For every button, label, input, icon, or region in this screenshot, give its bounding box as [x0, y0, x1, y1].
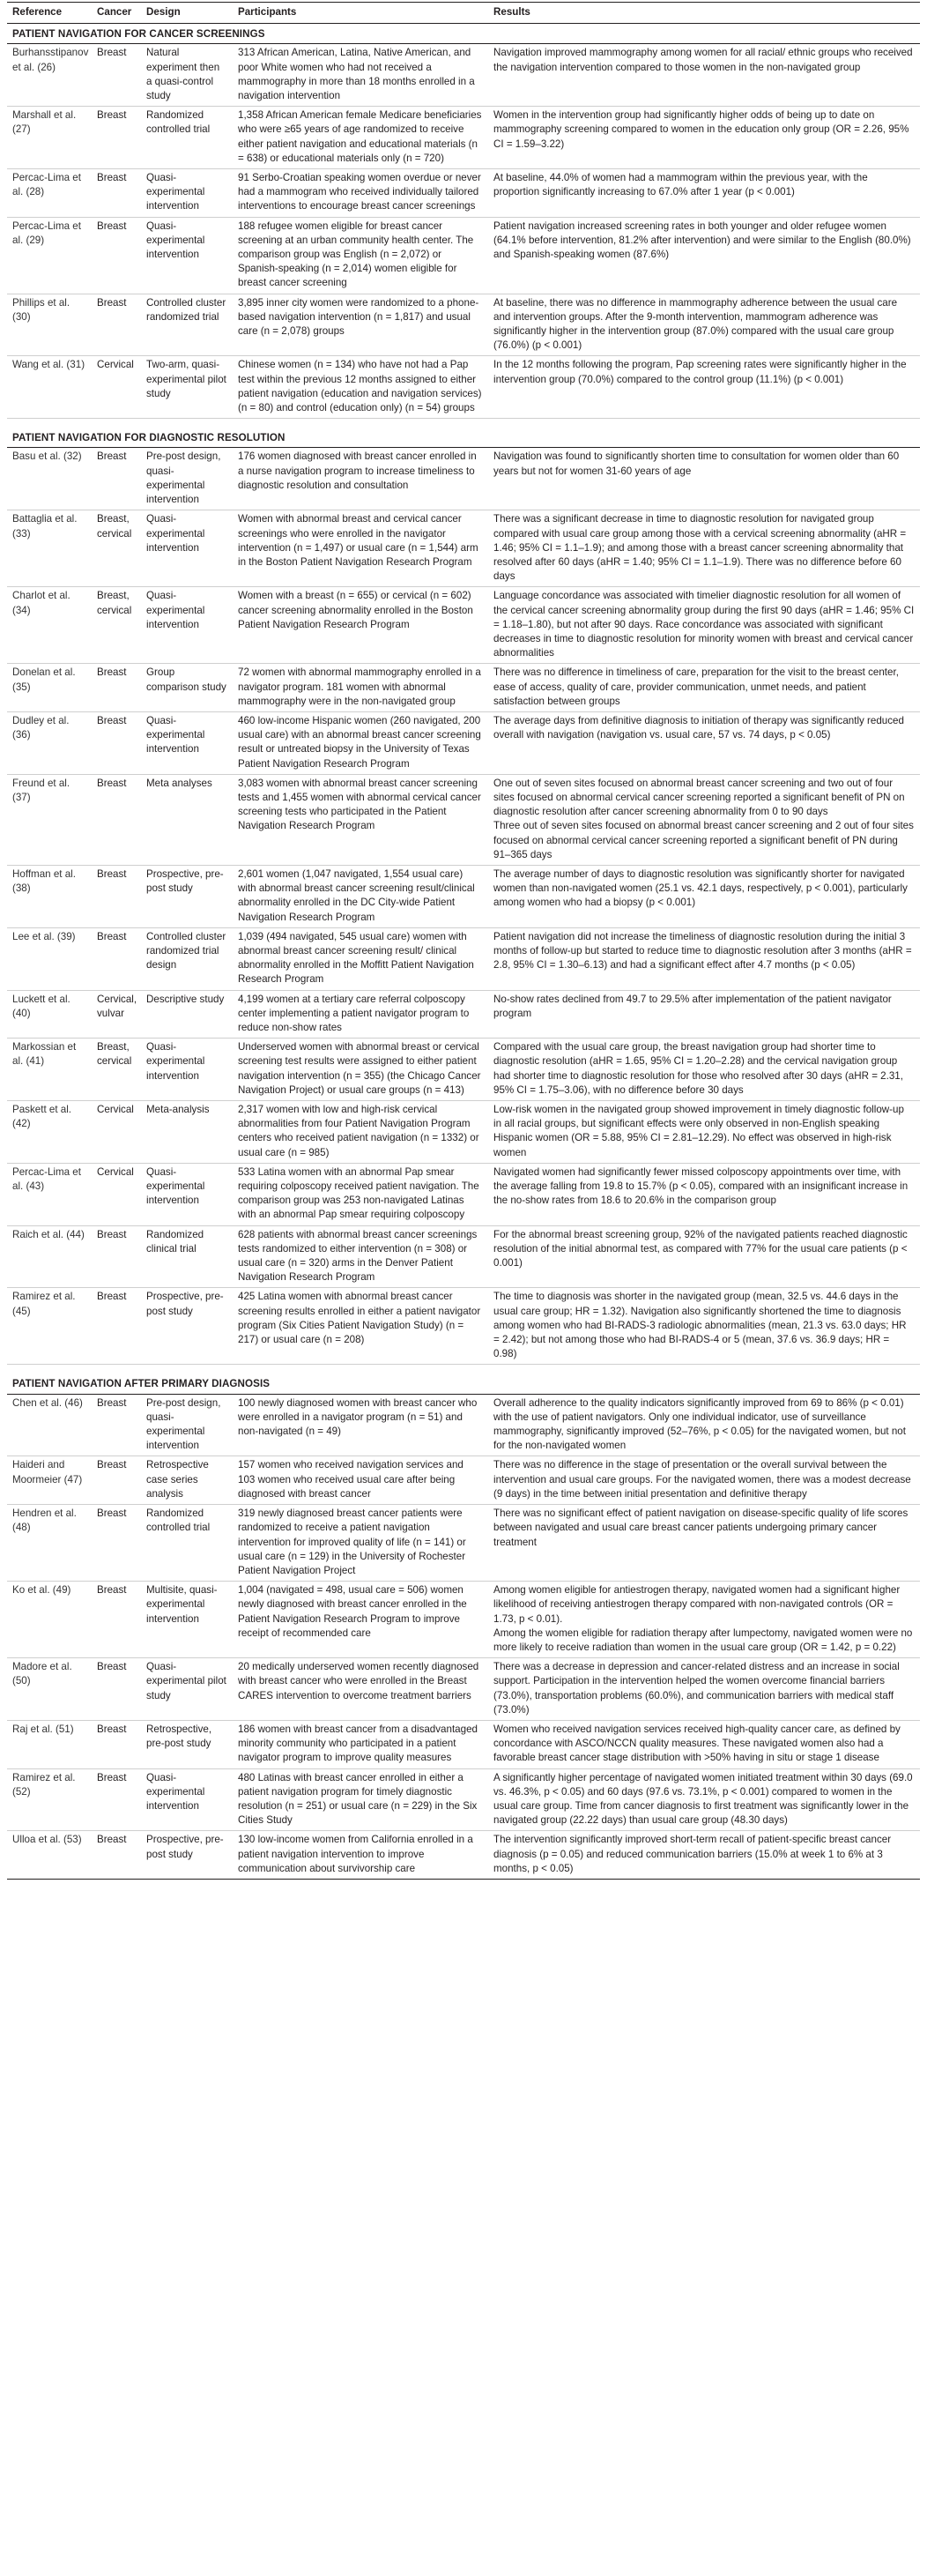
cell-design: Quasi-experimental intervention — [141, 711, 233, 774]
cell-participants: 2,317 women with low and high-risk cervical abnormalities from four Patient Navigation Program centers who received patient navigation (n = 1332) or usual care (n = 985) — [233, 1101, 488, 1164]
cell-results: In the 12 months following the program, Pap screening rates were significantly higher in the intervention group (70.0%) compared to the control group (11.1%) (p < 0.001) — [488, 356, 920, 419]
cell-reference: Markossian et al. (41) — [7, 1039, 92, 1101]
cell-reference: Battaglia et al. (33) — [7, 510, 92, 587]
table-row — [7, 1768, 920, 1831]
cell-reference: Freund et al. (37) — [7, 774, 92, 865]
cell-reference: Percac-Lima et al. (28) — [7, 169, 92, 218]
cell-participants: 157 women who received navigation services and 103 women who received usual care after being diagnosed with breast cancer — [233, 1456, 488, 1505]
cell-design: Multisite, quasi-experimental intervention — [141, 1582, 233, 1658]
cell-participants: 460 low-income Hispanic women (260 navigated, 200 usual care) with an abnormal breast cancer screening result or untreated biopsy in the University of Texas Patient Navigation Research Program — [233, 711, 488, 774]
cell-reference: Madore et al. (50) — [7, 1658, 92, 1721]
table-row — [7, 1831, 920, 1880]
cell-cancer: Cervical — [92, 1163, 141, 1225]
cell-results: Low-risk women in the navigated group showed improvement in timely diagnostic follow-up in all racial groups, but significant effects were only observed in non-English speaking Hispanic women (OR = 5.88, 95% CI = 2.81–12.29). No effect was observed in high-risk women — [488, 1101, 920, 1164]
cell-design: Prospective, pre-post study — [141, 865, 233, 927]
cell-design: Controlled cluster randomized trial design — [141, 927, 233, 990]
cell-participants: 2,601 women (1,047 navigated, 1,554 usual care) with abnormal breast cancer screening result/clinical abnormality enrolled in the DC City-wide Patient Navigation Research Program — [233, 865, 488, 927]
table-row — [7, 1582, 920, 1658]
cell-design: Group comparison study — [141, 664, 233, 712]
cell-participants: 188 refugee women eligible for breast cancer screening at an urban community health center. The comparison group was English (n = 2,072) or Spanish-speaking (n = 2,014) women eligible for breast cancer screening — [233, 217, 488, 294]
cell-cancer: Breast, cervical — [92, 510, 141, 587]
table-row — [7, 294, 920, 356]
table-row — [7, 865, 920, 927]
header-design: Design — [141, 3, 233, 24]
cell-participants: 313 African American, Latina, Native American, and poor White women who had not received a mammography in more than 18 months enrolled in a navigation intervention — [233, 44, 488, 107]
table-row — [7, 217, 920, 294]
cell-reference: Ramirez et al. (52) — [7, 1768, 92, 1831]
cell-design: Quasi-experimental intervention — [141, 510, 233, 587]
cell-cancer: Breast — [92, 1456, 141, 1505]
cell-design: Prospective, pre-post study — [141, 1288, 233, 1365]
table-row — [7, 1456, 920, 1505]
cell-reference: Burhansstipanov et al. (26) — [7, 44, 92, 107]
cell-participants: 319 newly diagnosed breast cancer patients were randomized to receive a patient navigation intervention for improved quality of life (n = 141) or usual care (n = 129) in the University of Rochester Patient Navigation Project — [233, 1505, 488, 1582]
cell-reference: Hendren et al. (48) — [7, 1505, 92, 1582]
cell-reference: Hoffman et al. (38) — [7, 865, 92, 927]
cell-participants: 72 women with abnormal mammography enrolled in a navigator program. 181 women with abnormal mammography were in the non-navigated group — [233, 664, 488, 712]
cell-cancer: Cervical — [92, 356, 141, 419]
cell-results: The time to diagnosis was shorter in the navigated group (mean, 32.5 vs. 44.6 days in the usual care group; HR = 1.32). Navigation also significantly shortened the time to diagnosis among women who had BI-RADS-3 radiologic abnormalities (mean, 21.3 vs. 63.0 days; HR = 2.42); but not among those who had BI-RADS-4 or 5 (mean, 37.6 vs. 36.9 days; HR = 0.98) — [488, 1288, 920, 1365]
cell-results: Language concordance was associated with timelier diagnostic resolution for all women of the cervical cancer screening abnormality group during the first 90 days (aHR = 1.46; 95% CI = 1.18–1.80), but not after 90 days. Race concordance was associated with significant decreases in time to diagnostic resolution for minority women with breast and cervical cancer abnormalities — [488, 587, 920, 664]
cell-participants: 4,199 women at a tertiary care referral colposcopy center implementing a patient navigator program to reduce non-show rates — [233, 990, 488, 1039]
section-title: PATIENT NAVIGATION AFTER PRIMARY DIAGNOSIS — [7, 1365, 920, 1394]
cell-design: Quasi-experimental intervention — [141, 217, 233, 294]
cell-design: Controlled cluster randomized trial — [141, 294, 233, 356]
cell-reference: Percac-Lima et al. (43) — [7, 1163, 92, 1225]
cell-results: Women in the intervention group had significantly higher odds of being up to date on mammography screening compared to women in the education only group (OR = 2.26, 95% CI = 1.59–3.22) — [488, 107, 920, 169]
cell-reference: Phillips et al. (30) — [7, 294, 92, 356]
table-row — [7, 1720, 920, 1768]
table-row — [7, 711, 920, 774]
cell-design: Quasi-experimental intervention — [141, 1768, 233, 1831]
cell-cancer: Breast — [92, 1225, 141, 1288]
cell-participants: 20 medically underserved women recently diagnosed with breast cancer who were enrolled in the Breast CARES intervention to overcome treatment barriers — [233, 1658, 488, 1721]
cell-participants: 1,004 (navigated = 498, usual care = 506) women newly diagnosed with breast cancer enrolled in the Patient Navigation Research Program to improve receipt of recommended care — [233, 1582, 488, 1658]
cell-design: Quasi-experimental intervention — [141, 1039, 233, 1101]
cell-results: Navigation improved mammography among women for all racial/ ethnic groups who received the navigation intervention compared to those women in the non-navigated group — [488, 44, 920, 107]
cell-design: Quasi-experimental intervention — [141, 1163, 233, 1225]
cell-results: For the abnormal breast screening group, 92% of the navigated patients reached diagnostic resolution of the initial abnormal test, as compared with 77% for the usual care patients (p < 0.001) — [488, 1225, 920, 1288]
cell-results: Among women eligible for antiestrogen therapy, navigated women had a significant higher likelihood of receiving antiestrogen therapy compared with non-navigated controls (OR = 1.73, p < 0.01). Among the women eligible for radiation therapy after lumpectomy, navigated women were no more likely to receive radiation than women in the usual care group (OR = 1.42, p = 0.22) — [488, 1582, 920, 1658]
cell-participants: 533 Latina women with an abnormal Pap smear requiring colposcopy received patient navigation. The comparison group was 253 non-navigated Latinas with an abnormal Pap smear requiring colposcopy — [233, 1163, 488, 1225]
cell-participants: 186 women with breast cancer from a disadvantaged minority community who participated in a patient navigator program to improve quality measures — [233, 1720, 488, 1768]
cell-participants: 91 Serbo-Croatian speaking women overdue or never had a mammogram who received individually tailored interventions to encourage breast cancer screenings — [233, 169, 488, 218]
table-row — [7, 1101, 920, 1164]
cell-participants: 176 women diagnosed with breast cancer enrolled in a nurse navigation program to increase timeliness to diagnostic resolution and consultation — [233, 448, 488, 510]
cell-participants: 3,895 inner city women were randomized to a phone-based navigation intervention (n = 1,817) and usual care (n = 2,078) groups — [233, 294, 488, 356]
cell-design: Randomized controlled trial — [141, 1505, 233, 1582]
cell-reference: Donelan et al. (35) — [7, 664, 92, 712]
cell-cancer: Breast — [92, 1582, 141, 1658]
cell-cancer: Breast — [92, 774, 141, 865]
table-row — [7, 107, 920, 169]
cell-results: Compared with the usual care group, the breast navigation group had shorter time to diagnostic resolution (aHR = 1.65, 95% CI = 1.20–2.28) and the cervical navigation group had shorter time to diagnostic resolution for those who resolved after 30 days (aHR = 2.31, 95% CI = 1.75–3.06), with no difference before 30 days — [488, 1039, 920, 1101]
cell-design: Pre-post design, quasi-experimental intervention — [141, 448, 233, 510]
cell-reference: Charlot et al. (34) — [7, 587, 92, 664]
cell-participants: 425 Latina women with abnormal breast cancer screening results enrolled in either a patient navigator program (Six Cities Patient Navigation Study) (n = 217) or usual care (n = 208) — [233, 1288, 488, 1365]
cell-reference: Wang et al. (31) — [7, 356, 92, 419]
cell-reference: Raich et al. (44) — [7, 1225, 92, 1288]
table-row — [7, 1225, 920, 1288]
cell-design: Descriptive study — [141, 990, 233, 1039]
cell-participants: 3,083 women with abnormal breast cancer screening tests and 1,455 women with abnormal cervical cancer screening tests who participated in the Patient Navigation Research Program — [233, 774, 488, 865]
cell-results: Women who received navigation services received high-quality cancer care, as defined by concordance with ASCO/NCCN quality measures. These navigated women also had a favorable breast cancer stage distribution with >50% having in situ or stage 1 disease — [488, 1720, 920, 1768]
cell-design: Meta analyses — [141, 774, 233, 865]
cell-reference: Haideri and Moormeier (47) — [7, 1456, 92, 1505]
cell-design: Quasi-experimental intervention — [141, 169, 233, 218]
cell-results: At baseline, 44.0% of women had a mammogram within the previous year, with the proportion significantly increasing to 67.0% after 1 year (p < 0.001) — [488, 169, 920, 218]
cell-results: Navigation was found to significantly shorten time to consultation for women older than 60 years but not for women 31-60 years of age — [488, 448, 920, 510]
table-row — [7, 664, 920, 712]
cell-participants: Chinese women (n = 134) who have not had a Pap test within the previous 12 months assigned to either patient navigation (education and navigation services) (n = 80) and control (education only) (n = 54) groups — [233, 356, 488, 419]
cell-cancer: Breast — [92, 1720, 141, 1768]
cell-cancer: Breast — [92, 1768, 141, 1831]
cell-reference: Ramirez et al. (45) — [7, 1288, 92, 1365]
cell-reference: Basu et al. (32) — [7, 448, 92, 510]
table-row — [7, 587, 920, 664]
table-row — [7, 510, 920, 587]
cell-reference: Paskett et al. (42) — [7, 1101, 92, 1164]
table-row — [7, 1288, 920, 1365]
section-title: PATIENT NAVIGATION FOR DIAGNOSTIC RESOLUTION — [7, 419, 920, 448]
cell-results: The intervention significantly improved short-term recall of patient-specific breast cancer diagnosis (p = 0.05) and reduced communication barriers (15.0% at week 1 to 6% at 3 months, p < 0.05) — [488, 1831, 920, 1880]
cell-design: Quasi-experimental intervention — [141, 587, 233, 664]
cell-results: There was no difference in the stage of presentation or the overall survival between the intervention and usual care groups. For the navigated women, there was a modest decrease (9 days) in the time between initial presentation and definitive therapy — [488, 1456, 920, 1505]
cell-design: Quasi-experimental pilot study — [141, 1658, 233, 1721]
header-cancer: Cancer — [92, 3, 141, 24]
table-row — [7, 356, 920, 419]
cell-results: Patient navigation increased screening rates in both younger and older refugee women (64.1% before intervention, 81.2% after intervention) and were similar to the English (80.0%) and Spanish-speaking women (87.6%) — [488, 217, 920, 294]
cell-design: Two-arm, quasi-experimental pilot study — [141, 356, 233, 419]
cell-cancer: Breast — [92, 1831, 141, 1880]
cell-results: No-show rates declined from 49.7 to 29.5% after implementation of the patient navigator program — [488, 990, 920, 1039]
header-row — [7, 3, 920, 24]
cell-design: Randomized clinical trial — [141, 1225, 233, 1288]
table-row — [7, 44, 920, 107]
cell-design: Randomized controlled trial — [141, 107, 233, 169]
cell-reference: Chen et al. (46) — [7, 1394, 92, 1456]
section-header-row — [7, 1365, 920, 1394]
cell-participants: Underserved women with abnormal breast or cervical screening test results were assigned to either patient navigation intervention (n = 355) (the Chicago Cancer Navigation Project) or usual care groups (n = 413) — [233, 1039, 488, 1101]
header-reference: Reference — [7, 3, 92, 24]
cell-results: There was a decrease in depression and cancer-related distress and an increase in social support. Participation in the intervention helped the women overcome financial barriers (73.0%), transportation problems (60.0%), and communication barriers with medical staff (73.0%) — [488, 1658, 920, 1721]
cell-design: Retrospective, pre-post study — [141, 1720, 233, 1768]
cell-participants: 628 patients with abnormal breast cancer screenings tests randomized to either intervention (n = 308) or usual care (n = 320) arms in the Denver Patient Navigation Research Program — [233, 1225, 488, 1288]
cell-cancer: Breast — [92, 1288, 141, 1365]
cell-cancer: Breast — [92, 107, 141, 169]
table-row — [7, 1658, 920, 1721]
cell-reference: Ko et al. (49) — [7, 1582, 92, 1658]
table-row — [7, 1394, 920, 1456]
cell-results: A significantly higher percentage of navigated women initiated treatment within 30 days (69.0 vs. 46.3%, p < 0.05) and 60 days (97.6 vs. 73.1%, p < 0.001) compared to women in the usual care group. Time from cancer diagnosis to first treatment was significantly lower in the navigated group (22.22 days) than usual care group (48.30 days) — [488, 1768, 920, 1831]
cell-cancer: Cervical — [92, 1101, 141, 1164]
cell-cancer: Breast — [92, 1505, 141, 1582]
cell-reference: Raj et al. (51) — [7, 1720, 92, 1768]
cell-cancer: Cervical, vulvar — [92, 990, 141, 1039]
cell-cancer: Breast — [92, 927, 141, 990]
table-row — [7, 990, 920, 1039]
cell-reference: Dudley et al. (36) — [7, 711, 92, 774]
table-row — [7, 169, 920, 218]
table-body — [7, 24, 920, 1880]
cell-participants: 1,358 African American female Medicare beneficiaries who were ≥65 years of age randomized to receive either patient navigation and educational materials (n = 638) or educational materials only (n = 720) — [233, 107, 488, 169]
cell-cancer: Breast — [92, 1658, 141, 1721]
cell-results: There was a significant decrease in time to diagnostic resolution for navigated group compared with usual care group among those with a cervical screening abnormality (aHR = 1.46; 95% CI = 1.1–1.9); and among those with a breast cancer screening abnormality that resolved after 60 days (aHR = 1.40; 95% CI = 1.1–1.9). There was no difference before 60 days — [488, 510, 920, 587]
cell-results: Patient navigation did not increase the timeliness of diagnostic resolution during the initial 3 months of follow-up but started to reduce time to diagnostic resolution after 3 months (aHR = 2.8, 95% CI = 1.30–6.13) and had a significant effect after 4.7 months (p < 0.05) — [488, 927, 920, 990]
cell-results: Overall adherence to the quality indicators significantly improved from 69 to 86% (p < 0.01) with the use of patient navigators. Only one individual indicator, use of surveillance mammography, significantly improved (52–76%, p < 0.05) for the navigated women, but not for the non-navigated women — [488, 1394, 920, 1456]
cell-cancer: Breast — [92, 711, 141, 774]
table-row — [7, 927, 920, 990]
cell-reference: Marshall et al. (27) — [7, 107, 92, 169]
cell-participants: 100 newly diagnosed women with breast cancer who were enrolled in a navigator program (n = 51) and non-navigated (n = 49) — [233, 1394, 488, 1456]
cell-participants: Women with a breast (n = 655) or cervical (n = 602) cancer screening abnormality enrolled in the Boston Patient Navigation Research Program — [233, 587, 488, 664]
cell-cancer: Breast — [92, 169, 141, 218]
cell-cancer: Breast — [92, 1394, 141, 1456]
section-header-row — [7, 24, 920, 44]
cell-cancer: Breast — [92, 448, 141, 510]
cell-design: Retrospective case series analysis — [141, 1456, 233, 1505]
cell-results: The average number of days to diagnostic resolution was significantly shorter for navigated women than non-navigated women (25.1 vs. 42.1 days, respectively, p < 0.001), particularly among women who had a biopsy (p < 0.001) — [488, 865, 920, 927]
cell-results: Navigated women had significantly fewer missed colposcopy appointments over time, with the average falling from 19.8 to 15.7% (p < 0.05), compared with an insignificant increase in the no-show rates from 18.6 to 20.6% in the comparison group — [488, 1163, 920, 1225]
cell-design: Pre-post design, quasi-experimental intervention — [141, 1394, 233, 1456]
cell-design: Meta-analysis — [141, 1101, 233, 1164]
cell-reference: Lee et al. (39) — [7, 927, 92, 990]
table-row — [7, 1039, 920, 1101]
cell-results: At baseline, there was no difference in mammography adherence between the usual care and intervention groups. After the 9-month intervention, mammogram adherence was significantly higher in the intervention group (87.0%) compared with the usual care group (76.0%) (p < 0.001) — [488, 294, 920, 356]
cell-participants: 1,039 (494 navigated, 545 usual care) women with abnormal breast cancer screening result/ clinical abnormality enrolled in the Moffitt Patient Navigation Research Program — [233, 927, 488, 990]
cell-design: Prospective, pre-post study — [141, 1831, 233, 1880]
cell-cancer: Breast — [92, 294, 141, 356]
header-participants: Participants — [233, 3, 488, 24]
cell-cancer: Breast — [92, 664, 141, 712]
header-results: Results — [488, 3, 920, 24]
cell-reference: Ulloa et al. (53) — [7, 1831, 92, 1880]
cell-participants: 130 low-income women from California enrolled in a patient navigation intervention to improve communication about survivorship care — [233, 1831, 488, 1880]
cell-cancer: Breast, cervical — [92, 1039, 141, 1101]
cell-design: Natural experiment then a quasi-control study — [141, 44, 233, 107]
cell-results: There was no difference in timeliness of care, preparation for the visit to the breast center, ease of access, quality of care, provider communication, unmet needs, and patient satisfaction between groups — [488, 664, 920, 712]
studies-table — [7, 2, 920, 1880]
section-header-row — [7, 419, 920, 448]
cell-reference: Luckett et al. (40) — [7, 990, 92, 1039]
section-title: PATIENT NAVIGATION FOR CANCER SCREENINGS — [7, 24, 920, 44]
cell-cancer: Breast, cervical — [92, 587, 141, 664]
table-row — [7, 774, 920, 865]
cell-reference: Percac-Lima et al. (29) — [7, 217, 92, 294]
cell-cancer: Breast — [92, 217, 141, 294]
table-row — [7, 448, 920, 510]
cell-cancer: Breast — [92, 865, 141, 927]
cell-results: One out of seven sites focused on abnormal breast cancer screening and two out of four sites focused on abnormal cervical cancer screening reported a significant benefit of PN on diagnostic resolution after cancer screening abnormality from 0 to 90 days Three out of seven sites focused on abnormal breast cancer screening and 2 out of four sites focused on abnormal cervical cancer screening reported a significant benefit of PN during 91–365 days — [488, 774, 920, 865]
cell-cancer: Breast — [92, 44, 141, 107]
table-row — [7, 1163, 920, 1225]
cell-results: The average days from definitive diagnosis to initiation of therapy was significantly reduced overall with navigation (navigation vs. usual care, 57 vs. 74 days, p < 0.05) — [488, 711, 920, 774]
cell-results: There was no significant effect of patient navigation on disease-specific quality of life scores between navigated and usual care breast cancer patients undergoing primary cancer treatment — [488, 1505, 920, 1582]
cell-participants: Women with abnormal breast and cervical cancer screenings who were enrolled in the navigator intervention (n = 1,497) or usual care (n = 1,544) arm in the Boston Patient Navigation Research Program — [233, 510, 488, 587]
table-row — [7, 1505, 920, 1582]
cell-participants: 480 Latinas with breast cancer enrolled in either a patient navigation program for timely diagnostic resolution (n = 251) or usual care (n = 229) in the Six Cities Study — [233, 1768, 488, 1831]
